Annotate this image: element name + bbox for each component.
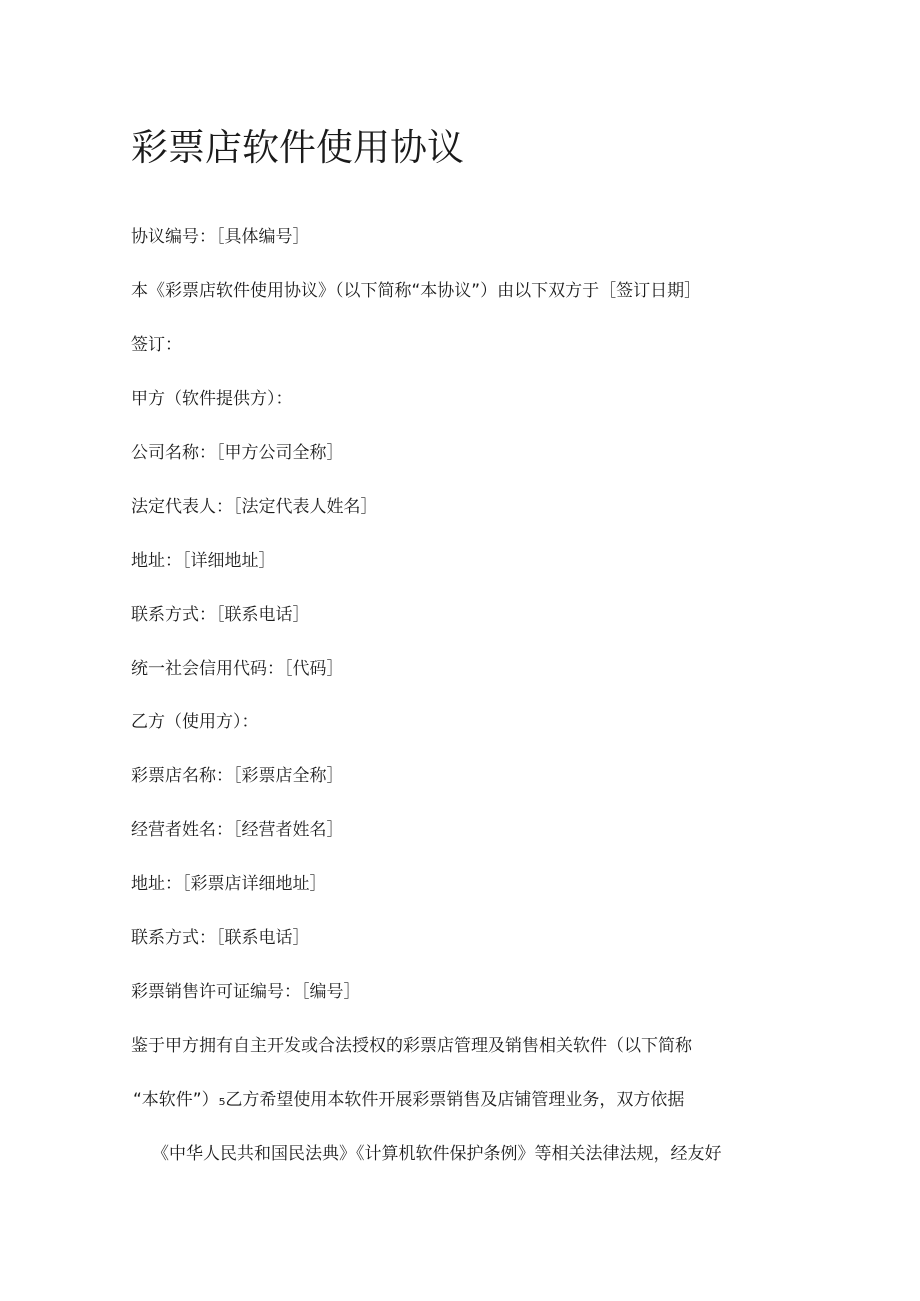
party-a-credit-code: 统一社会信用代码：［代码］ (131, 659, 344, 679)
party-b-contact: 联系方式：［联系电话］ (131, 928, 310, 948)
party-a-contact: 联系方式：［联系电话］ (131, 605, 310, 625)
recital-line-1: 鉴于甲方拥有自主开发或合法授权的彩票店管理及销售相关软件（以下简称 (131, 1036, 692, 1056)
party-a-heading: 甲方（软件提供方）： (131, 389, 293, 409)
intro-line: 本《彩票店软件使用协议》（以下简称“本协议”）由以下双方于［签订日期］ (131, 281, 702, 301)
document-title: 彩票店软件使用协议 (131, 126, 464, 169)
party-b-address: 地址：［彩票店详细地址］ (131, 874, 327, 894)
recital-line-2: “本软件”）₅乙方希望使用本软件开展彩票销售及店铺管理业务，双方依据 (133, 1090, 685, 1110)
party-a-legal-rep: 法定代表人：［法定代表人姓名］ (131, 497, 378, 517)
agreement-number: 协议编号：［具体编号］ (131, 227, 310, 247)
party-b-operator: 经营者姓名：［经营者姓名］ (131, 820, 344, 840)
party-a-address: 地址：［详细地址］ (131, 551, 276, 571)
party-b-license: 彩票销售许可证编号：［编号］ (131, 982, 361, 1002)
recital-line-3: 《中华人民共和国民法典》《计算机软件保护条例》等相关法律法规，经友好 (152, 1144, 722, 1164)
party-a-company: 公司名称：［甲方公司全称］ (131, 443, 344, 463)
party-b-heading: 乙方（使用方）： (131, 712, 259, 732)
signed-label: 签订： (131, 335, 182, 355)
party-b-store-name: 彩票店名称：［彩票店全称］ (131, 766, 344, 786)
